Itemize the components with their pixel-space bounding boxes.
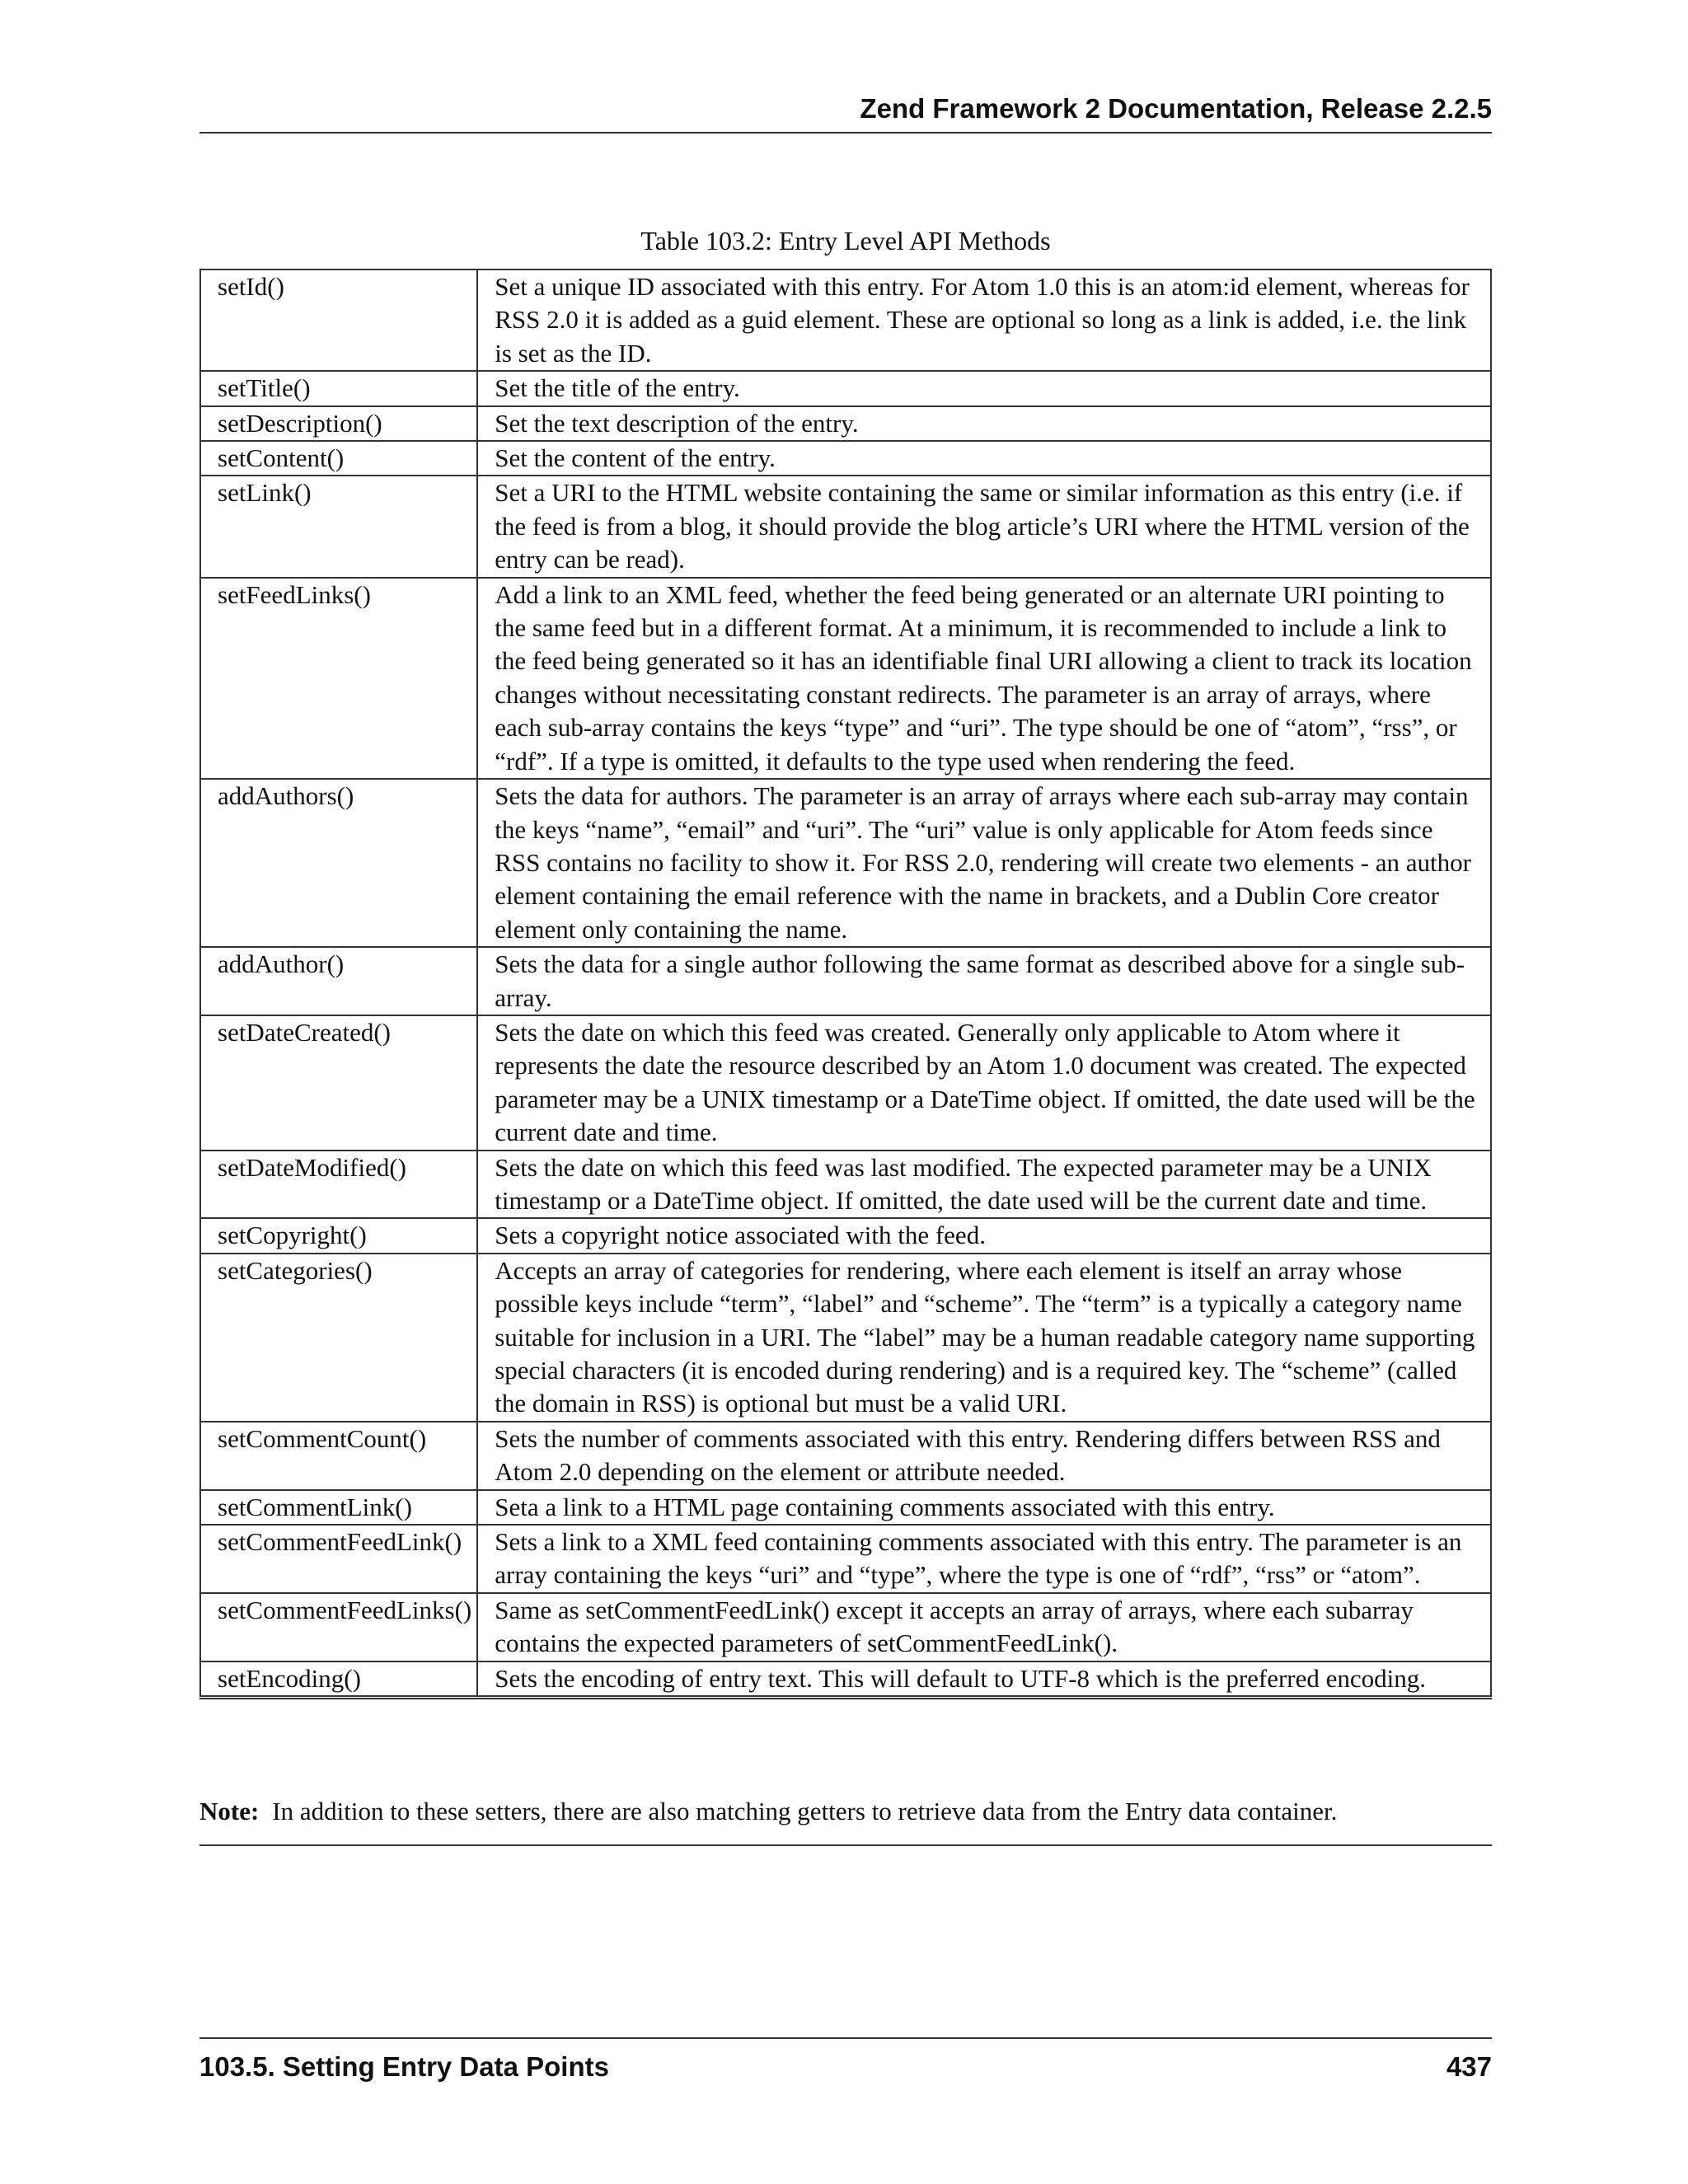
note-text: In addition to these setters, there are also matching getters to retrieve data from the Entry data container. bbox=[272, 1797, 1338, 1825]
table-row bbox=[200, 1525, 1491, 1593]
table-row bbox=[200, 1490, 1491, 1525]
table-row bbox=[200, 1151, 1491, 1219]
method-cell: setCopyright() bbox=[200, 1218, 477, 1253]
page-number: 437 bbox=[1446, 2051, 1492, 2082]
table-row bbox=[200, 269, 1491, 371]
description-cell: Sets the number of comments associated with this entry. Rendering differs between RSS and Atom 2.0 depending on the element or attribute needed. bbox=[477, 1422, 1491, 1490]
description-cell: Set the content of the entry. bbox=[477, 441, 1491, 476]
note-label: Note: bbox=[199, 1797, 260, 1825]
method-cell: setFeedLinks() bbox=[200, 578, 477, 779]
method-cell: setCommentFeedLink() bbox=[200, 1525, 477, 1593]
description-cell: Sets the data for a single author following the same format as described above for a single sub-array. bbox=[477, 947, 1491, 1015]
description-cell: Set a URI to the HTML website containing the same or similar information as this entry (i.e. if the feed is from a blog, it should provide the blog article’s URI where the HTML version of the entry can be read). bbox=[477, 476, 1491, 577]
method-cell: addAuthor() bbox=[200, 947, 477, 1015]
table-row bbox=[200, 779, 1491, 947]
description-cell: Sets the encoding of entry text. This will default to UTF-8 which is the preferred encoding. bbox=[477, 1661, 1491, 1698]
description-cell: Seta a link to a HTML page containing comments associated with this entry. bbox=[477, 1490, 1491, 1525]
footer-section-title: 103.5. Setting Entry Data Points bbox=[199, 2051, 609, 2082]
description-cell: Sets the date on which this feed was created. Generally only applicable to Atom where it represents the date the resource described by an Atom 1.0 document was created. The expected parameter may be a UNIX timestamp or a DateTime object. If omitted, the date used will be the current date and time. bbox=[477, 1015, 1491, 1151]
header-title: Zend Framework 2 Documentation, Release 2.2.5 bbox=[860, 93, 1492, 124]
table-row bbox=[200, 947, 1491, 1015]
table-row bbox=[200, 1661, 1491, 1698]
api-methods-table bbox=[199, 269, 1492, 1699]
method-cell: setTitle() bbox=[200, 371, 477, 405]
description-cell: Add a link to an XML feed, whether the feed being generated or an alternate URI pointing to the same feed but in a different format. At a minimum, it is recommended to include a link to the feed being generated so it has an identifiable final URI allowing a client to track its location changes without necessitating constant redirects. The parameter is an array of arrays, where each sub-array contains the keys “type” and “uri”. The type should be one of “atom”, “rss”, or “rdf”. If a type is omitted, it defaults to the type used when rendering the feed. bbox=[477, 578, 1491, 779]
description-cell: Set the text description of the entry. bbox=[477, 406, 1491, 441]
method-cell: setCategories() bbox=[200, 1254, 477, 1422]
running-header bbox=[199, 92, 1492, 134]
description-cell: Sets a copyright notice associated with the feed. bbox=[477, 1218, 1491, 1253]
method-cell: setDateCreated() bbox=[200, 1015, 477, 1151]
table-row bbox=[200, 1015, 1491, 1151]
table-row bbox=[200, 406, 1491, 441]
table-row bbox=[200, 371, 1491, 405]
description-cell: Sets a link to a XML feed containing comments associated with this entry. The parameter is an array containing the keys “uri” and “type”, where the type is one of “rdf”, “rss” or “atom”. bbox=[477, 1525, 1491, 1593]
method-cell: setCommentLink() bbox=[200, 1490, 477, 1525]
running-footer bbox=[199, 2037, 1492, 2083]
table-row bbox=[200, 1422, 1491, 1490]
description-cell: Set a unique ID associated with this entry. For Atom 1.0 this is an atom:id element, whereas for RSS 2.0 it is added as a guid element. These are optional so long as a link is added, i.e. the link is set as the ID. bbox=[477, 269, 1491, 371]
method-cell: addAuthors() bbox=[200, 779, 477, 947]
description-cell: Set the title of the entry. bbox=[477, 371, 1491, 405]
description-cell: Accepts an array of categories for rendering, where each element is itself an array whose possible keys include “term”, “label” and “scheme”. The “term” is a typically a category name suitable for inclusion in a URI. The “label” may be a human readable category name supporting special characters (it is encoded during rendering) and is a required key. The “scheme” (called the domain in RSS) is optional but must be a valid URI. bbox=[477, 1254, 1491, 1422]
method-cell: setContent() bbox=[200, 441, 477, 476]
method-cell: setDescription() bbox=[200, 406, 477, 441]
table-row bbox=[200, 1254, 1491, 1422]
table-row bbox=[200, 1218, 1491, 1253]
method-cell: setEncoding() bbox=[200, 1661, 477, 1698]
table-row bbox=[200, 476, 1491, 577]
table-row bbox=[200, 1593, 1491, 1661]
table-caption: Table 103.2: Entry Level API Methods bbox=[640, 226, 1051, 255]
description-cell: Sets the data for authors. The parameter is an array of arrays where each sub-array may contain the keys “name”, “email” and “uri”. The “uri” value is only applicable for Atom feeds since RSS contains no facility to show it. For RSS 2.0, rendering will create two elements - an author element containing the email reference with the name in brackets, and a Dublin Core creator element only containing the name. bbox=[477, 779, 1491, 947]
description-cell: Same as setCommentFeedLink() except it accepts an array of arrays, where each subarray contains the expected parameters of setCommentFeedLink(). bbox=[477, 1593, 1491, 1661]
note-box bbox=[199, 1795, 1492, 1846]
method-cell: setCommentCount() bbox=[200, 1422, 477, 1490]
method-cell: setLink() bbox=[200, 476, 477, 577]
table-row bbox=[200, 441, 1491, 476]
method-cell: setId() bbox=[200, 269, 477, 371]
description-cell: Sets the date on which this feed was last modified. The expected parameter may be a UNIX timestamp or a DateTime object. If omitted, the date used will be the current date and time. bbox=[477, 1151, 1491, 1219]
table-row bbox=[200, 578, 1491, 779]
method-cell: setCommentFeedLinks() bbox=[200, 1593, 477, 1661]
method-cell: setDateModified() bbox=[200, 1151, 477, 1219]
